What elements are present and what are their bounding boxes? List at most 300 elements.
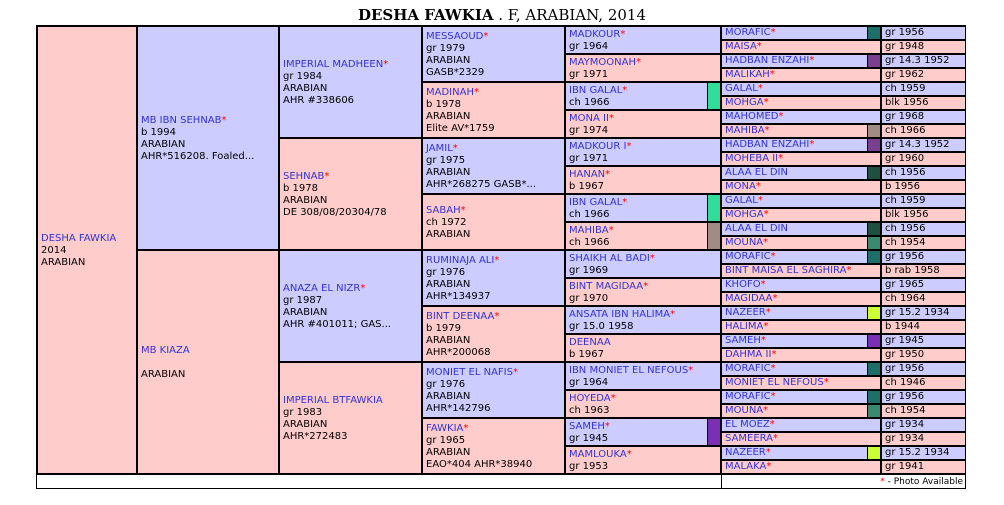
gen5-horse-cell: [565, 362, 721, 390]
horse-name: [725, 265, 851, 276]
horse-name: [725, 251, 776, 262]
photo-available-star: *: [772, 293, 778, 304]
horse-detail: ch 1966: [569, 209, 610, 220]
photo-available-star: *: [604, 421, 610, 432]
horse-name-link[interactable]: ALAA EL DIN: [725, 167, 788, 178]
horse-name: [569, 337, 717, 349]
horse-detail: b 1994: [141, 127, 176, 138]
horse-name: [569, 113, 717, 125]
horse-detail: b 1978: [283, 183, 318, 194]
photo-available-star: *: [221, 115, 227, 126]
horse-name-link[interactable]: SHAIKH AL BADI: [569, 253, 650, 264]
horse-detail: b 1979: [426, 323, 461, 334]
horse-name: [725, 111, 784, 122]
gen6-horse-info: gr 15.2 1934: [881, 306, 966, 320]
horse-detail: gr 1984: [283, 71, 323, 82]
photo-available-star: *: [764, 125, 770, 136]
horse-name: [426, 87, 561, 99]
horse-name: [725, 139, 814, 150]
gen2-horse-cell: [137, 26, 279, 250]
horse-detail: AHR*142796: [426, 403, 491, 414]
gen4-horse-cell: [422, 362, 565, 418]
gen5-horse-cell: [565, 82, 721, 110]
horse-name-link[interactable]: HOYEDA: [569, 393, 611, 404]
color-swatch: [867, 405, 880, 417]
page-title: [0, 6, 1004, 24]
horse-name: [569, 85, 717, 97]
gen6-horse-info: gr 1956: [881, 26, 966, 40]
horse-detail: gr 1975: [426, 155, 466, 166]
horse-name-link[interactable]: MONA II: [569, 113, 609, 124]
horse-name: [725, 55, 814, 66]
horse-name-link[interactable]: MORAFIC: [725, 251, 771, 262]
horse-name-link[interactable]: GALAL: [725, 83, 758, 94]
gen6-horse-cell: [721, 446, 881, 460]
color-swatch: [707, 195, 720, 221]
horse-name: [725, 69, 775, 80]
horse-name: [725, 293, 777, 304]
gen5-horse-cell: [565, 54, 721, 82]
gen6-horse-info: gr 1968: [881, 110, 966, 124]
horse-name: [725, 405, 768, 416]
horse-detail: ch 1972: [426, 217, 467, 228]
horse-detail: 2014: [41, 245, 67, 256]
gen5-horse-cell: [565, 138, 721, 166]
photo-available-star: *: [809, 55, 815, 66]
horse-name-link[interactable]: HALIMA: [725, 321, 764, 332]
gen6-horse-cell: [721, 320, 881, 334]
photo-available-star: *: [626, 141, 632, 152]
horse-detail: AHR*134937: [426, 291, 491, 302]
horse-name: [725, 447, 771, 458]
horse-name: [569, 253, 717, 265]
gen5-horse-cell: [565, 26, 721, 54]
color-swatch: [867, 251, 880, 263]
photo-available-star: *: [769, 69, 775, 80]
gen6-horse-info: ch 1954: [881, 404, 966, 418]
horse-detail: ARABIAN: [141, 369, 186, 380]
gen6-horse-info: gr 15.2 1934: [881, 446, 966, 460]
horse-detail: gr 1987: [283, 295, 323, 306]
photo-available-star: *: [770, 391, 776, 402]
photo-available-star: *: [765, 447, 771, 458]
gen6-horse-cell: [721, 40, 881, 54]
color-swatch: [867, 237, 880, 249]
horse-name: [725, 335, 766, 346]
horse-name-link[interactable]: SAMEERA: [725, 433, 774, 444]
horse-detail: ch 1966: [569, 97, 610, 108]
gen5-horse-cell: [565, 222, 721, 250]
color-swatch: [867, 363, 880, 375]
horse-name-link[interactable]: NAZEER: [725, 307, 766, 318]
gen6-horse-info: b rab 1958: [881, 264, 966, 278]
gen4-horse-cell: [422, 138, 565, 194]
horse-detail: [141, 357, 275, 369]
photo-available-star: *: [770, 363, 776, 374]
horse-name-link[interactable]: MALAKA: [725, 461, 767, 472]
gen6-horse-cell: [721, 306, 881, 320]
horse-detail: ARABIAN: [426, 279, 471, 290]
horse-detail: ARABIAN: [426, 335, 471, 346]
horse-name-link[interactable]: RUMINAJA ALI: [426, 255, 495, 266]
horse-name: [725, 125, 770, 136]
horse-detail: ARABIAN: [426, 167, 471, 178]
gen6-horse-info: ch 1954: [881, 236, 966, 250]
horse-detail: ARABIAN: [426, 111, 471, 122]
gen6-horse-cell: [721, 236, 881, 250]
photo-available-star: *: [483, 31, 489, 42]
horse-name: [569, 141, 717, 153]
gen6-horse-info: gr 1934: [881, 418, 966, 432]
horse-name-link[interactable]: MOHGA: [725, 97, 764, 108]
horse-name-link[interactable]: MAHOMED: [725, 111, 779, 122]
horse-detail: b 1967: [569, 349, 604, 360]
photo-available-star: *: [494, 311, 500, 322]
horse-detail: AHR #338606: [283, 95, 355, 106]
horse-detail: ARABIAN: [426, 229, 471, 240]
photo-available-star: *: [823, 377, 829, 388]
horse-name-link[interactable]: SEHNAB: [283, 171, 325, 182]
gen6-horse-cell: [721, 264, 881, 278]
photo-available-star: *: [766, 461, 772, 472]
horse-name-link[interactable]: DESHA FAWKIA: [41, 233, 117, 244]
horse-name: [569, 449, 717, 461]
horse-name-link[interactable]: MALIKAH: [725, 69, 770, 80]
horse-name-link[interactable]: IMPERIAL BTFAWKIA: [283, 395, 383, 406]
subject-horse-cell: [37, 26, 137, 474]
gen6-horse-info: gr 1956: [881, 390, 966, 404]
gen3-horse-cell: [279, 26, 422, 138]
horse-name: [41, 233, 133, 245]
horse-name: [569, 197, 717, 209]
horse-name-link[interactable]: MOUNA: [725, 237, 764, 248]
photo-available-star: *: [670, 309, 676, 320]
horse-name-link[interactable]: MONIET EL NAFIS: [426, 367, 513, 378]
gen5-horse-cell: [565, 418, 721, 446]
photo-available-star: *: [622, 197, 628, 208]
horse-detail: ARABIAN: [283, 83, 328, 94]
horse-name-link[interactable]: MONA: [725, 181, 756, 192]
horse-name-link[interactable]: MAGIDAA: [725, 293, 773, 304]
photo-available-star: *: [770, 27, 776, 38]
horse-name: [725, 461, 771, 472]
horse-name: [283, 283, 418, 295]
horse-name: [283, 171, 418, 183]
photo-available-star: *: [463, 423, 469, 434]
photo-available-star: *: [809, 139, 815, 150]
gen6-horse-info: gr 1945: [881, 334, 966, 348]
horse-name-link[interactable]: HADBAN ENZAHI: [725, 55, 810, 66]
color-swatch: [867, 447, 880, 459]
horse-name: [569, 29, 717, 41]
horse-name: [141, 115, 275, 127]
color-swatch: [707, 419, 720, 445]
horse-name-link[interactable]: MONIET EL NEFOUS: [725, 377, 824, 388]
gen6-horse-info: ch 1959: [881, 194, 966, 208]
color-swatch: [867, 335, 880, 347]
horse-name: [725, 349, 776, 360]
horse-name: [725, 27, 776, 38]
gen6-horse-info: gr 1960: [881, 152, 966, 166]
photo-available-star: *: [610, 393, 616, 404]
photo-available-star: *: [605, 169, 611, 180]
color-swatch: [707, 223, 720, 249]
horse-detail: AHR #401011; GAS...: [283, 319, 392, 330]
horse-detail: gr 1965: [426, 435, 466, 446]
horse-detail: AHR*272483: [283, 431, 348, 442]
horse-detail: ARABIAN: [426, 447, 471, 458]
horse-name: [725, 321, 768, 332]
horse-name-link[interactable]: IMPERIAL MADHEEN: [283, 59, 384, 70]
gen6-horse-cell: [721, 278, 881, 292]
gen6-horse-cell: [721, 222, 881, 236]
photo-available-star: *: [324, 171, 330, 182]
horse-name-link[interactable]: EL MOEZ: [725, 419, 770, 430]
photo-available-star: *: [757, 195, 763, 206]
gen6-horse-cell: [721, 54, 881, 68]
gen6-horse-cell: [721, 124, 881, 138]
gen6-horse-info: b 1956: [881, 180, 966, 194]
color-swatch: [867, 167, 880, 179]
footer-divider: [721, 474, 722, 488]
horse-detail: b 1967: [569, 181, 604, 192]
horse-name: [569, 225, 717, 237]
photo-available-star: *: [622, 85, 628, 96]
gen6-horse-cell: [721, 208, 881, 222]
photo-available-star: *: [763, 405, 769, 416]
color-swatch: [867, 55, 880, 67]
horse-name-link[interactable]: DEENAA: [569, 337, 611, 348]
horse-detail: gr 1945: [569, 433, 609, 444]
horse-name-link[interactable]: SAMEH: [569, 421, 605, 432]
horse-name: [426, 143, 561, 155]
gen6-horse-cell: [721, 292, 881, 306]
horse-detail: AHR*200068: [426, 347, 491, 358]
horse-name-link[interactable]: MADINAH: [426, 87, 474, 98]
horse-detail: ch 1963: [569, 405, 610, 416]
horse-name: [426, 423, 561, 435]
horse-name-link[interactable]: MADKOUR: [569, 29, 621, 40]
photo-available-star: *: [846, 265, 852, 276]
horse-name: [725, 307, 771, 318]
gen6-horse-cell: [721, 138, 881, 152]
horse-name-link[interactable]: GALAL: [725, 195, 758, 206]
horse-name: [725, 433, 778, 444]
horse-name-link[interactable]: BINT MAISA EL SAGHIRA: [725, 265, 847, 276]
horse-detail: gr 1953: [569, 461, 609, 472]
horse-name-link[interactable]: HADBAN ENZAHI: [725, 139, 810, 150]
gen6-horse-info: gr 1962: [881, 68, 966, 82]
title-horse-details: . F, ARABIAN, 2014: [493, 6, 647, 24]
photo-available-star: *: [620, 29, 626, 40]
gen6-horse-cell: [721, 390, 881, 404]
horse-detail: AHR*268275 GASB*...: [426, 179, 536, 190]
gen6-horse-cell: [721, 432, 881, 446]
color-swatch: [867, 27, 880, 39]
horse-name-link[interactable]: MORAFIC: [725, 27, 771, 38]
gen2-horse-cell: [137, 250, 279, 474]
gen6-horse-info: gr 1965: [881, 278, 966, 292]
gen6-horse-info: blk 1956: [881, 208, 966, 222]
gen5-horse-cell: [565, 278, 721, 306]
gen5-horse-cell: [565, 250, 721, 278]
horse-detail: gr 1964: [569, 41, 609, 52]
gen6-horse-info: gr 14.3 1952: [881, 138, 966, 152]
gen6-horse-info: gr 1956: [881, 362, 966, 376]
horse-name-link[interactable]: MB KIAZA: [141, 345, 190, 356]
horse-name: [426, 205, 561, 217]
photo-available-star: *: [769, 419, 775, 430]
horse-detail: gr 1971: [569, 153, 609, 164]
horse-name-link[interactable]: HANAN: [569, 169, 606, 180]
gen3-horse-cell: [279, 138, 422, 250]
horse-name: [725, 153, 783, 164]
horse-name: [426, 311, 561, 323]
horse-name-link[interactable]: MAISA: [725, 41, 757, 52]
color-swatch: [867, 307, 880, 319]
horse-name-link[interactable]: MAMLOUKA: [569, 449, 627, 460]
horse-name-link[interactable]: JAMIL: [426, 143, 453, 154]
photo-available-star: *: [608, 225, 614, 236]
horse-name-link[interactable]: DAHMA II: [725, 349, 772, 360]
horse-name: [426, 255, 561, 267]
photo-available-star: *: [649, 253, 655, 264]
photo-available-star: *: [757, 83, 763, 94]
gen6-horse-cell: [721, 96, 881, 110]
horse-name-link[interactable]: BINT DEENAA: [426, 311, 495, 322]
horse-name-link[interactable]: IBN MONIET EL NEFOUS: [569, 365, 689, 376]
horse-detail: ARABIAN: [283, 307, 328, 318]
legend-text: - Photo Available: [884, 477, 963, 487]
horse-name-link[interactable]: MESSAOUD: [426, 31, 484, 42]
horse-name: [283, 59, 418, 71]
horse-name-link[interactable]: SABAH: [426, 205, 461, 216]
horse-name: [569, 365, 717, 377]
horse-name: [725, 223, 788, 234]
gen6-horse-info: gr 1941: [881, 460, 966, 474]
horse-name-link[interactable]: BINT MAGIDAA: [569, 281, 644, 292]
photo-available-star: *: [773, 433, 779, 444]
horse-name: [725, 363, 776, 374]
horse-name-link[interactable]: IBN GALAL: [569, 85, 623, 96]
horse-detail: EAO*404 AHR*38940: [426, 459, 533, 470]
gen6-horse-info: ch 1956: [881, 222, 966, 236]
gen6-horse-cell: [721, 68, 881, 82]
photo-available-star: *: [763, 321, 769, 332]
gen3-horse-cell: [279, 362, 422, 474]
horse-detail: ch 1966: [569, 237, 610, 248]
horse-name-link[interactable]: MOHEBA II: [725, 153, 779, 164]
gen6-horse-cell: [721, 250, 881, 264]
horse-name-link[interactable]: MORAFIC: [725, 391, 771, 402]
gen6-horse-cell: [721, 26, 881, 40]
photo-available-star: *: [360, 283, 366, 294]
horse-name-link[interactable]: SAMEH: [725, 335, 761, 346]
gen5-horse-cell: [565, 390, 721, 418]
horse-detail: AHR*516208. Foaled...: [141, 151, 255, 162]
horse-name: [725, 97, 769, 108]
horse-name: [569, 57, 717, 69]
horse-name-link[interactable]: MB IBN SEHNAB: [141, 115, 222, 126]
gen6-horse-cell: [721, 460, 881, 474]
horse-name-link[interactable]: MOHGA: [725, 209, 764, 220]
gen3-horse-cell: [279, 250, 422, 362]
gen6-horse-cell: [721, 348, 881, 362]
horse-name-link[interactable]: ANSATA IBN HALIMA: [569, 309, 671, 320]
horse-name-link[interactable]: ANAZA EL NIZR: [283, 283, 361, 294]
legend-star: *: [880, 477, 885, 487]
photo-available-star: *: [770, 251, 776, 262]
horse-name: [569, 309, 717, 321]
horse-name: [569, 169, 717, 181]
horse-name: [141, 345, 275, 357]
horse-detail: gr 1983: [283, 407, 323, 418]
pedigree-table: [36, 25, 966, 489]
gen6-horse-cell: [721, 166, 881, 180]
horse-name: [725, 279, 766, 290]
gen6-horse-info: b 1944: [881, 320, 966, 334]
gen6-horse-info: gr 14.3 1952: [881, 54, 966, 68]
horse-name-link[interactable]: NAZEER: [725, 447, 766, 458]
gen6-horse-info: ch 1964: [881, 292, 966, 306]
horse-detail: gr 1971: [569, 69, 609, 80]
gen6-horse-info: ch 1946: [881, 376, 966, 390]
gen6-horse-cell: [721, 418, 881, 432]
horse-name-link[interactable]: MAYMOONAH: [569, 57, 637, 68]
horse-name-link[interactable]: MOUNA: [725, 405, 764, 416]
horse-name-link[interactable]: MORAFIC: [725, 363, 771, 374]
gen4-horse-cell: [422, 250, 565, 306]
footer-row: [37, 474, 965, 488]
horse-name-link[interactable]: IBN GALAL: [569, 197, 623, 208]
photo-available-star: *: [636, 57, 642, 68]
horse-name: [569, 421, 717, 433]
horse-detail: Elite AV*1759: [426, 123, 495, 134]
photo-available-star: *: [383, 59, 389, 70]
horse-name: [569, 281, 717, 293]
photo-available-star: *: [688, 365, 694, 376]
horse-name: [725, 391, 776, 402]
gen6-horse-cell: [721, 180, 881, 194]
color-swatch: [867, 391, 880, 403]
photo-available-star: *: [755, 181, 761, 192]
horse-name-link[interactable]: FAWKIA: [426, 423, 464, 434]
horse-name-link[interactable]: KHOFO: [725, 279, 761, 290]
gen4-horse-cell: [422, 306, 565, 362]
gen6-horse-info: ch 1959: [881, 82, 966, 96]
photo-available-star: *: [763, 209, 769, 220]
horse-name-link[interactable]: MAHIBA: [725, 125, 765, 136]
horse-detail: ARABIAN: [141, 139, 186, 150]
photo-available-star: *: [460, 205, 466, 216]
title-horse-name: DESHA FAWKIA: [357, 6, 494, 24]
horse-name-link[interactable]: ALAA EL DIN: [725, 223, 788, 234]
gen5-horse-cell: [565, 166, 721, 194]
horse-detail: gr 1979: [426, 43, 466, 54]
gen6-horse-cell: [721, 362, 881, 376]
photo-available-star: *: [760, 279, 766, 290]
photo-available-star: *: [756, 41, 762, 52]
horse-name-link[interactable]: MADKOUR I: [569, 141, 627, 152]
photo-legend: [880, 477, 963, 487]
gen4-horse-cell: [422, 26, 565, 82]
horse-name-link[interactable]: MAHIBA: [569, 225, 609, 236]
gen6-horse-info: gr 1934: [881, 432, 966, 446]
photo-available-star: *: [778, 153, 784, 164]
gen6-horse-cell: [721, 110, 881, 124]
gen6-horse-cell: [721, 404, 881, 418]
photo-available-star: *: [494, 255, 500, 266]
